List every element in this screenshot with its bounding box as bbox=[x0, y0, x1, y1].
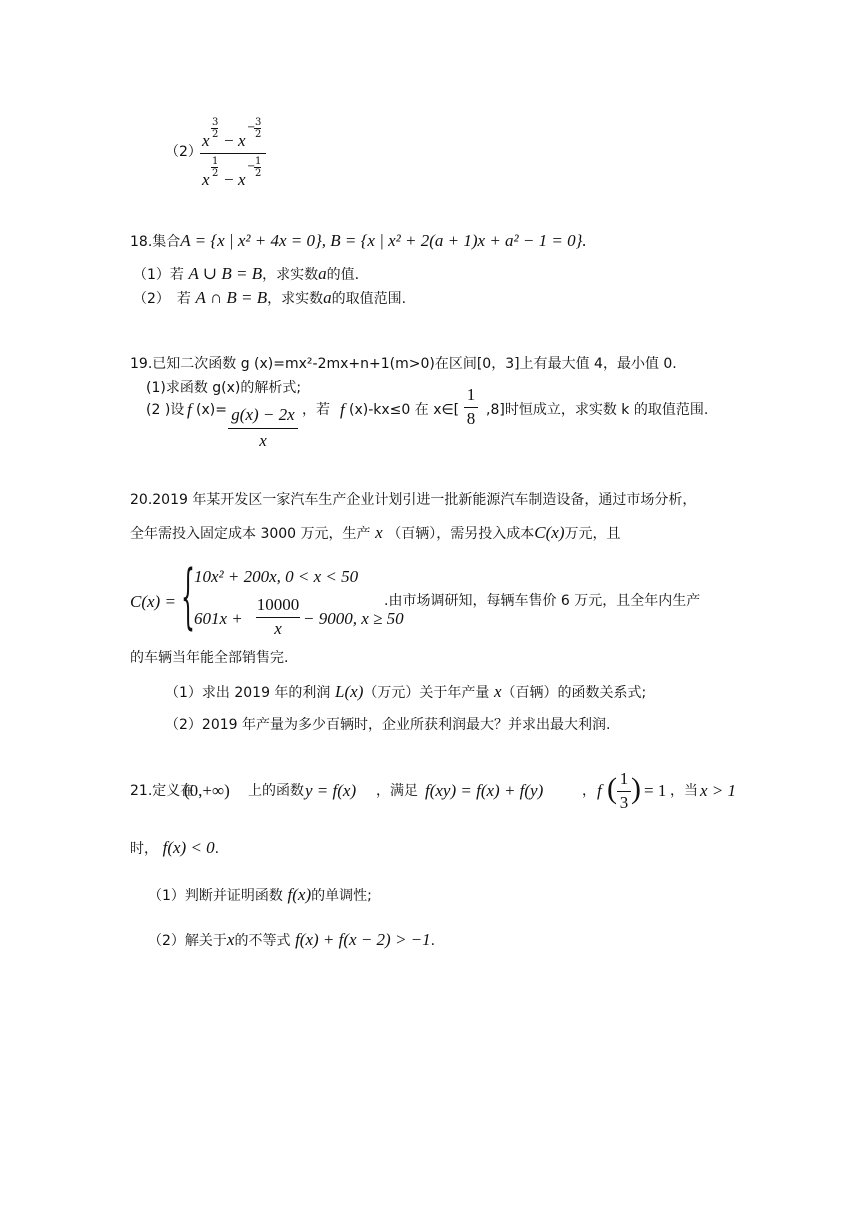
q20-part1: （1）求出 2019 年的利润 L(x)（万元）关于年产量 x（百辆）的函数关系式; bbox=[165, 682, 647, 701]
right-paren-icon: ) bbox=[631, 772, 641, 805]
q18-statement: 18.集合A = {x | x² + 4x = 0}, B = {x | x² + 2(a + 1)x + a² − 1 = 0}. bbox=[130, 231, 587, 250]
q19-fraction-eighth: 1 8 bbox=[464, 386, 478, 428]
left-brace-icon: { bbox=[181, 559, 195, 640]
q17-fraction bbox=[200, 118, 266, 189]
q17-part2-label: （2） bbox=[165, 144, 202, 160]
q21-statement: 21.定义在 (0,+∞) 上的函数 y = f(x) ，满足 f(xy) = f(x) + f(y) ， f ( 1 3 ) = 1 ，当 x > 1 bbox=[130, 769, 737, 812]
q19-statement: 19.已知二次函数 g (x)=mx²-2mx+n+1(m>0)在区间[0，3]上有最大值 4，最小值 0. bbox=[130, 356, 677, 372]
q18-part2: （2） 若 A ∩ B = B，求实数a的取值范围. bbox=[133, 288, 407, 307]
q20-piecewise: C(x) = { 10x² + 200x, 0 < x < 50 601x + 10000 x − 9000, x ≥ 50 .由市场调研知，每辆车售价 6 万元，且全年内生产 bbox=[130, 559, 701, 640]
q20-line4: 的车辆当年能全部销售完. bbox=[130, 650, 289, 666]
q21-part2: （2）解关于x的不等式 f(x) + f(x − 2) > −1. bbox=[148, 930, 436, 949]
q21-line2: 时， f(x) < 0. bbox=[130, 838, 220, 857]
q20-line2: 全年需投入固定成本 3000 万元，生产 x （百辆），需另投入成本C(x)万元，且 bbox=[130, 523, 621, 542]
q20-fraction: 10000 x bbox=[256, 595, 300, 638]
q18-part1: （1）若 A ∪ B = B，求实数a的值. bbox=[133, 264, 360, 283]
q21-part1: （1）判断并证明函数 f(x)的单调性; bbox=[148, 885, 372, 904]
q20-part2: （2）2019 年产量为多少百辆时，企业所获利润最大？并求出最大利润. bbox=[165, 717, 611, 733]
q19-part1: (1)求函数 g(x)的解析式; bbox=[146, 380, 302, 396]
q17-denominator: x 1 2 − x − 1 2 bbox=[202, 156, 262, 189]
q17-fraction-bar bbox=[200, 153, 266, 154]
q21-fraction: 1 3 bbox=[617, 770, 631, 812]
left-paren-icon: ( bbox=[607, 772, 617, 805]
q20-line1: 20.2019 年某开发区一家汽车生产企业计划引进一批新能源汽车制造设备，通过市场分析， bbox=[130, 492, 697, 508]
q17-numerator: x 3 2 − x − 3 2 bbox=[202, 117, 262, 150]
q19-fraction: g(x) − 2x x bbox=[228, 406, 298, 450]
